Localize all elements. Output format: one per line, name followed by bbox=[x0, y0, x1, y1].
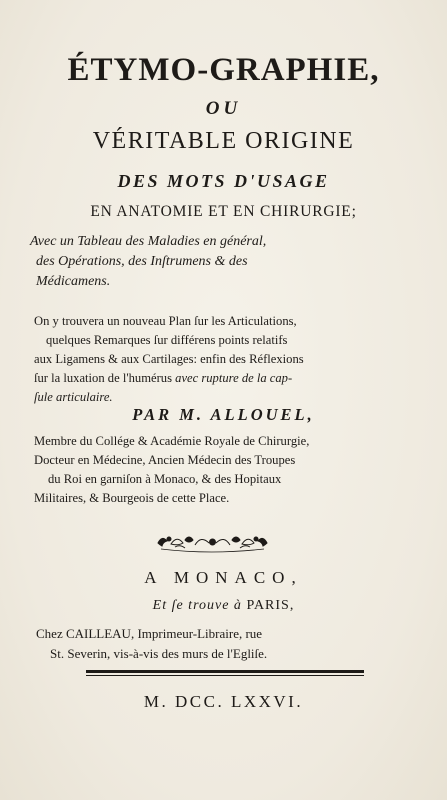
contents-description bbox=[34, 312, 419, 407]
credentials-line: Docteur en Médecine, Ancien Médecin des Troupes bbox=[34, 453, 296, 467]
title-conjunction: OU bbox=[205, 98, 242, 119]
contents-line: On y trouvera un nouveau Plan ſur les Articulations, bbox=[34, 314, 297, 328]
publication-date: M. DCC. LXXVI. bbox=[143, 692, 304, 711]
also-sold-at-italic: Et ſe trouve à bbox=[152, 598, 242, 613]
publisher-line: St. Severin, vis-à-vis des murs de l'Egliſe. bbox=[50, 646, 268, 661]
rule-thin bbox=[86, 675, 364, 676]
place-of-publication: A MONACO, bbox=[144, 568, 303, 587]
also-sold-at-city: PARIS, bbox=[246, 598, 295, 613]
credentials-line: Militaires, & Bourgeois de cette Place. bbox=[34, 491, 230, 505]
author-name: PAR M. ALLOUEL, bbox=[132, 405, 315, 424]
publisher-line: Chez CAILLEAU, Imprimeur-Libraire, rue bbox=[36, 626, 263, 641]
contents-line: quelques Remarques ſur différens points relatifs bbox=[46, 333, 288, 347]
also-sold-at bbox=[0, 598, 447, 614]
credentials-line: Membre du Collége & Académie Royale de Chirurgie, bbox=[34, 434, 310, 448]
tableau-description bbox=[30, 232, 417, 292]
publisher-block bbox=[36, 624, 421, 664]
contents-line-italic: ſule articulaire. bbox=[34, 390, 113, 404]
contents-line-italic: avec rupture de la cap- bbox=[175, 371, 293, 385]
subtitle-des-mots: DES MOTS D'USAGE bbox=[117, 171, 330, 191]
fleuron-ornament-icon bbox=[155, 530, 270, 554]
credentials-line: du Roi en garniſon à Monaco, & des Hopitaux bbox=[48, 472, 282, 486]
subtitle-veritable-origine: VÉRITABLE ORIGINE bbox=[92, 128, 355, 154]
rule-thick bbox=[86, 670, 364, 673]
contents-line bbox=[34, 369, 419, 388]
contents-line: aux Ligamens & aux Cartilages: enfin des Réflexions bbox=[34, 352, 304, 366]
subtitle-anatomie: EN ANATOMIE ET EN CHIRURGIE; bbox=[90, 203, 357, 220]
tableau-line: des Opérations, des Inſtrumens & des bbox=[36, 254, 248, 269]
double-rule-divider bbox=[86, 670, 364, 675]
author-credentials bbox=[34, 432, 419, 508]
tableau-line: Médicamens. bbox=[36, 274, 111, 289]
main-title: ÉTYMO-GRAPHIE, bbox=[67, 52, 380, 88]
contents-line-roman: ſur la luxation de l'humérus bbox=[34, 371, 172, 385]
tableau-line: Avec un Tableau des Maladies en général, bbox=[30, 234, 267, 249]
